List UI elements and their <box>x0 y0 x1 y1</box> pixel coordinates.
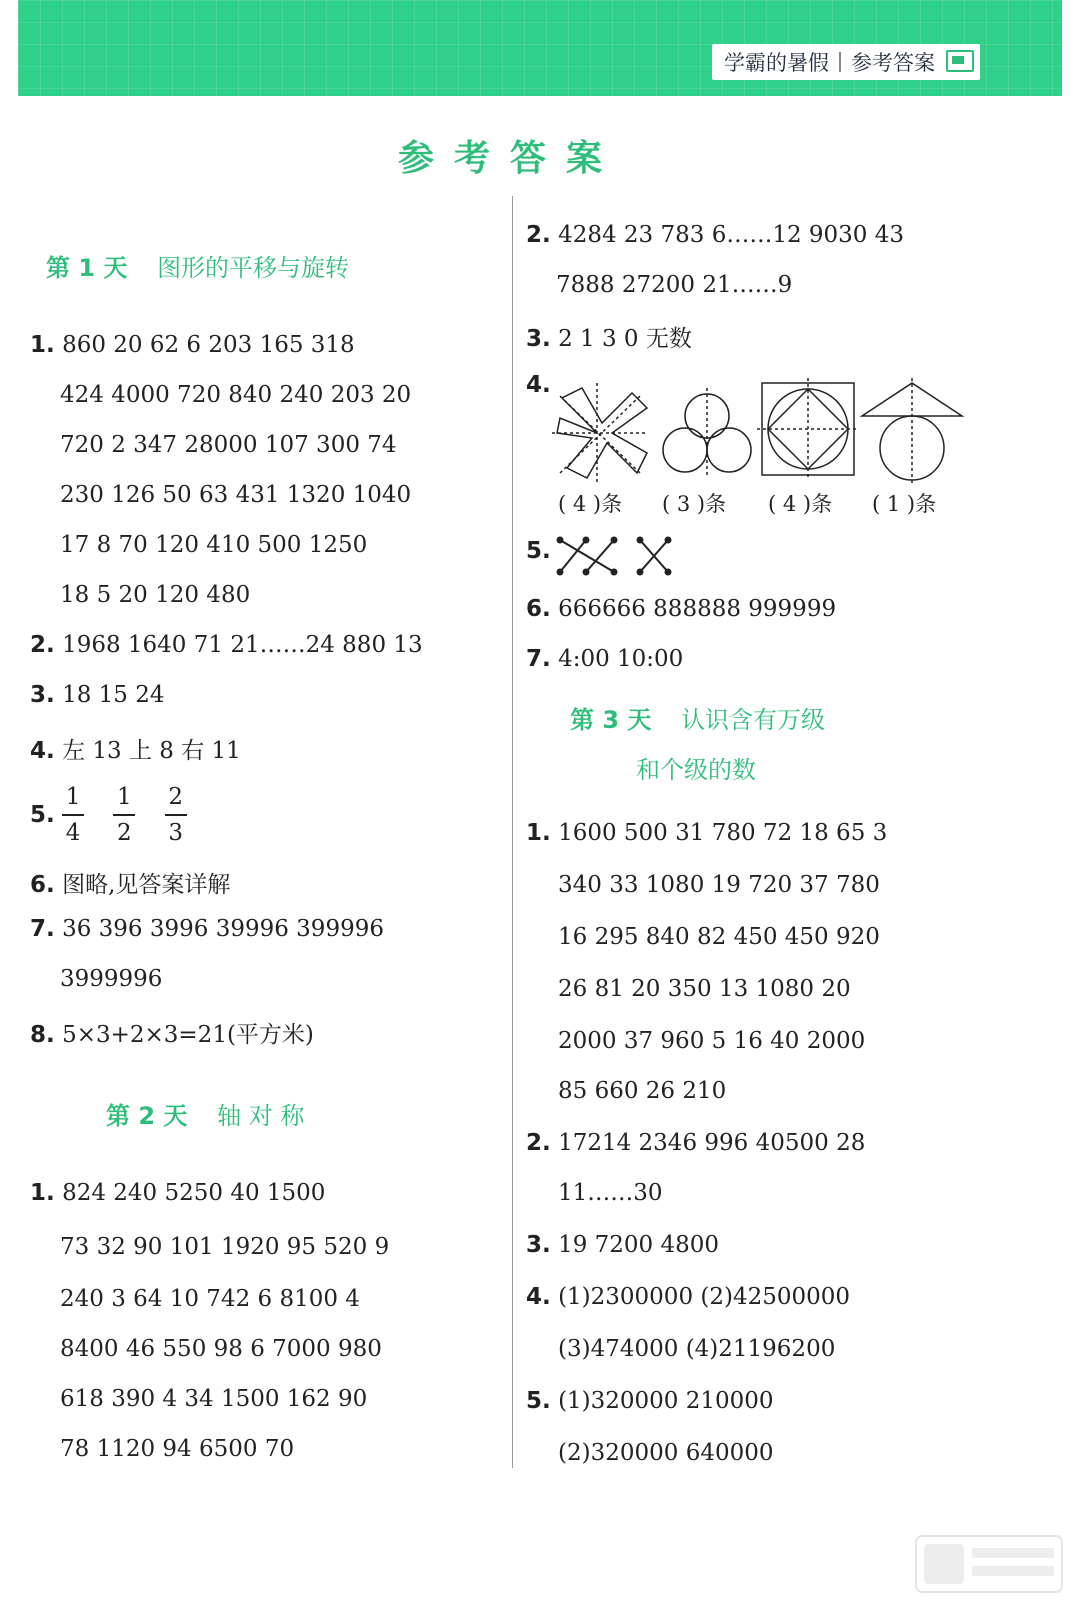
star-figure <box>552 383 647 483</box>
answer-line: 1. 1600 500 31 780 72 18 65 3 <box>526 820 888 846</box>
answer-line: 85 660 26 210 <box>558 1078 727 1104</box>
day1-label: 第 1 天 <box>46 254 128 282</box>
day2-heading <box>106 1096 304 1131</box>
answer-line: 3. 19 7200 4800 <box>526 1232 720 1258</box>
answer-line: 7. 36 396 3996 39996 399996 <box>30 916 384 942</box>
symmetry-figures <box>552 378 972 488</box>
answer-line: 4. 左 13 上 8 右 11 <box>30 738 241 764</box>
header-tag <box>712 44 980 80</box>
answer-line: 8400 46 550 98 6 7000 980 <box>60 1336 382 1362</box>
answer-line: 5. (1)320000 210000 <box>526 1388 774 1414</box>
day3-label: 第 3 天 <box>570 706 652 734</box>
answer-line: 2. 17214 2346 996 40500 28 <box>526 1130 866 1156</box>
answer-line: 1. 860 20 62 6 203 165 318 <box>30 332 355 358</box>
answer-line: 2000 37 960 5 16 40 2000 <box>558 1028 866 1054</box>
answer-line: 2. 4284 23 783 6……12 9030 43 <box>526 222 905 248</box>
fraction: $\frac{1}{2}$ <box>113 782 135 848</box>
answer-line: 26 81 20 350 13 1080 20 <box>558 976 851 1002</box>
matching-lines <box>556 534 676 578</box>
answer-line: 6. 666666 888888 999999 <box>526 596 837 622</box>
answer-line: 7. 4:00 10:00 <box>526 646 684 672</box>
day3-heading <box>570 700 825 735</box>
answer-line: 340 33 1080 19 720 37 780 <box>558 872 880 898</box>
brand-label: 学霸的暑假 <box>724 51 829 75</box>
day1-topic: 图形的平移与旋转 <box>157 254 350 282</box>
three-circles-figure <box>663 388 751 478</box>
square-circle-figure <box>757 378 859 480</box>
answer-line: 3. 18 15 24 <box>30 682 165 708</box>
answer-line: 618 390 4 34 1500 162 90 <box>60 1386 368 1412</box>
fraction: $\frac{1}{4}$ <box>62 782 84 848</box>
answer-line: 720 2 347 28000 107 300 74 <box>60 432 397 458</box>
day3-topic-cont: 和个级的数 <box>636 756 756 784</box>
header-banner <box>18 0 1062 96</box>
day3-topic: 认识含有万级 <box>681 706 826 734</box>
column-divider <box>512 196 513 1468</box>
answer-line: 2. 1968 1640 71 21……24 880 13 <box>30 632 423 658</box>
answer-line: (2)320000 640000 <box>558 1440 774 1466</box>
fraction-answers: 5. $\frac{1}{4}$ $\frac{1}{2}$ $\frac{2}{3}$ <box>30 782 209 848</box>
answer-line: 18 5 20 120 480 <box>60 582 251 608</box>
answer-line: 230 126 50 63 431 1320 1040 <box>60 482 412 508</box>
fraction: $\frac{2}{3}$ <box>165 782 187 848</box>
axis-count: ( 4 )条 <box>558 492 623 516</box>
answer-line: 78 1120 94 6500 70 <box>60 1436 295 1462</box>
answer-line: 424 4000 720 840 240 203 20 <box>60 382 412 408</box>
answer-line: 6. 图略,见答案详解 <box>30 872 231 898</box>
answer-line: 73 32 90 101 1920 95 520 9 <box>60 1234 390 1260</box>
answer-line: 3999996 <box>60 966 163 992</box>
axis-count: ( 1 )条 <box>872 492 937 516</box>
axis-count: ( 4 )条 <box>768 492 833 516</box>
hat-circle-figure <box>862 378 962 486</box>
answer-line: 11……30 <box>558 1180 663 1206</box>
answer-line: 240 3 64 10 742 6 8100 4 <box>60 1286 360 1312</box>
answer-line: 8. 5×3+2×3=21(平方米) <box>30 1022 314 1048</box>
q4-label: 4. <box>526 372 551 398</box>
q5-label: 5. <box>526 538 551 564</box>
day2-topic: 轴 对 称 <box>217 1102 305 1130</box>
section-label: 参考答案 <box>851 51 935 75</box>
answer-line: 17 8 70 120 410 500 1250 <box>60 532 368 558</box>
page-title: 参考答案 <box>397 138 622 179</box>
answer-line: 3. 2 1 3 0 无数 <box>526 326 692 352</box>
answer-line: (3)474000 (4)21196200 <box>558 1336 836 1362</box>
watermark-logo <box>914 1534 1064 1594</box>
tag-separator <box>839 52 841 72</box>
answer-line: 4. (1)2300000 (2)42500000 <box>526 1284 851 1310</box>
answer-line: 16 295 840 82 450 450 920 <box>558 924 880 950</box>
day2-label: 第 2 天 <box>106 1102 188 1130</box>
answer-line: 7888 27200 21……9 <box>556 272 793 298</box>
day1-heading <box>46 248 349 283</box>
answer-line: 1. 824 240 5250 40 1500 <box>30 1180 326 1206</box>
axis-count: ( 3 )条 <box>662 492 727 516</box>
book-icon <box>946 50 974 72</box>
